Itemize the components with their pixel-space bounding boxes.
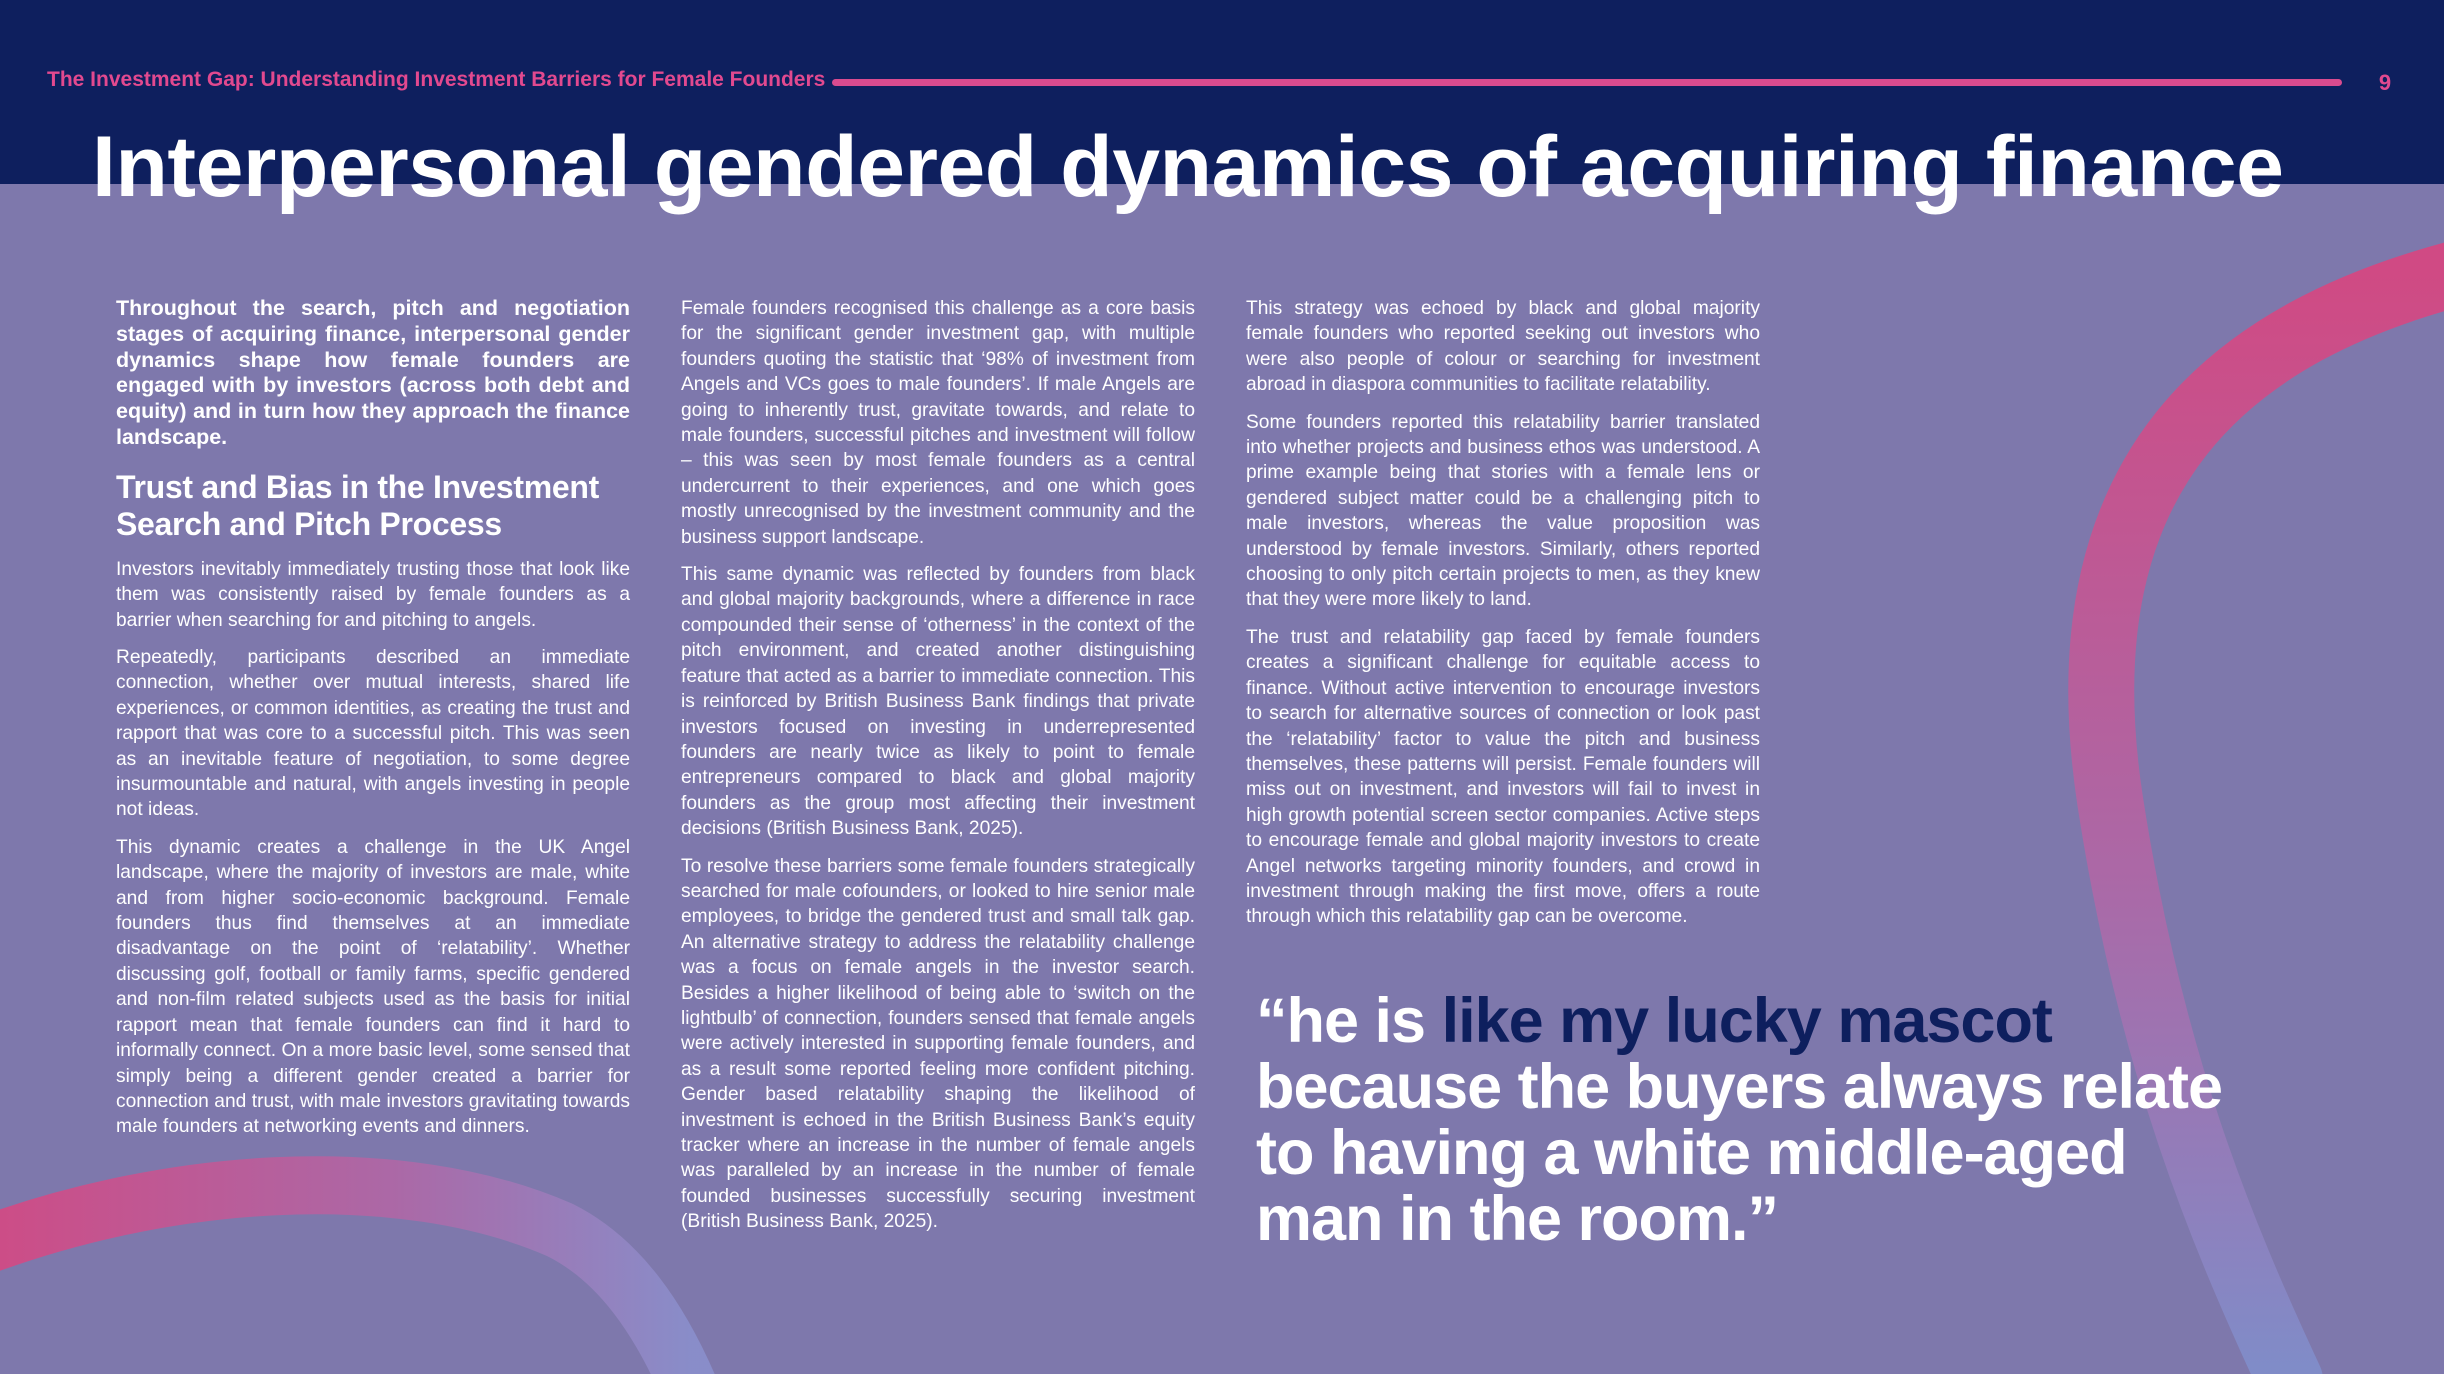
body-paragraph: To resolve these barriers some female founders strategically searched for male cofounders, or looked to hire senior male employees, to bridge the gendered trust and small talk gap. An alternative strategy to address the relatability challenge was a focus on female angels in the investor search. Besides a higher likelihood of being able to ‘switch on the lightbulb’ of connection, founders sensed that female angels were actively interested in supporting female founders, and as a result some reported feeling more confident pitching. Gender based relatability shaping the likelihood of investment is echoed in the British Business Bank’s equity tracker where an increase in the number of female angels was paralleled by an increase in the number of female founded businesses successfully securing investment (British Business Bank, 2025). [681, 855, 1195, 1233]
body-paragraph: This same dynamic was reflected by founders from black and global majority backgrounds, where a difference in race compounded their sense of ‘otherness’ in the context of the pitch environment, and created another distinguishing feature that acted as a barrier to immediate connection. This is reinforced by British Business Bank findings that private investors focused on investing in underrepresented founders are nearly twice as likely to point to female entrepreneurs compared to black and global majority founders as the group most affecting their investment decisions (British Business Bank, 2025). [681, 564, 1195, 840]
lead-paragraph: Throughout the search, pitch and negotiation stages of acquiring finance, interpersonal gender dynamics shape how female founders are engaged with by investors (across both debt and equity) and in turn how they approach the finance landscape. [116, 296, 630, 449]
body-paragraph: Some founders reported this relatability barrier translated into whether projects and business ethos was understood. A prime example being that stories with a female lens or gendered subject matter could be a challenging pitch to male investors, whereas the value proposition was understood by female investors. Similarly, others reported choosing to only pitch certain projects to men, as they knew that they were more likely to land. [1246, 411, 1760, 611]
pull-quote-end: because the buyers always relate to having a white middle-aged man in the room.” [1256, 1052, 2223, 1254]
section-subheading: Trust and Bias in the Investment Search and Pitch Process [116, 468, 599, 542]
body-paragraph: Investors inevitably immediately trusting those that look like them was consistently raised by female founders as a barrier when searching for and pitching to angels. [116, 558, 630, 631]
text-column-3 [1246, 296, 1760, 942]
body-paragraph: This strategy was echoed by black and global majority female founders who reported seeking out investors who were also people of colour or searching for investment abroad in diaspora communities to facilitate relatability. [1246, 298, 1760, 396]
body-paragraph: This dynamic creates a challenge in the UK Angel landscape, where the majority of investors are male, white and from higher socio-economic background. Female founders thus find themselves at an immediate disadvantage on the point of ‘relatability’. Whether discussing golf, football or family farms, specific gendered and non-film related subjects used as the basis for initial rapport mean that female founders can find it hard to informally connect. On a more basic level, some sensed that simply being a different gender created a barrier for connection and trust, with male investors gravitating towards male founders at networking events and dinners. [116, 836, 630, 1138]
page-title: Interpersonal gendered dynamics of acquiring finance [92, 119, 2284, 215]
body-paragraph: The trust and relatability gap faced by female founders creates a significant challenge for equitable access to finance. Without active intervention to encourage investors to search for alternative sources of connection or look past the ‘relatability’ factor to value the pitch and business themselves, these patterns will persist. Female founders will miss out on investment, and investors will fail to invest in high growth potential screen sector companies. Active steps to encourage female and global majority investors to create Angel networks targeting minority founders, and crowd in investment through making the first move, offers a route through which this relatability gap can be overcome. [1246, 626, 1760, 928]
ribbon-left [0, 1185, 690, 1374]
text-column-1 [116, 296, 630, 1152]
report-title: The Investment Gap: Understanding Investment Barriers for Female Founders [47, 68, 826, 91]
page-number: 9 [2378, 70, 2392, 95]
header-divider [832, 79, 2342, 86]
pull-quote-highlight: like my lucky mascot [1441, 986, 2052, 1056]
pull-quote-start: “he is [1256, 986, 1442, 1056]
pull-quote [1256, 988, 2256, 1252]
body-paragraph: Repeatedly, participants described an immediate connection, whether over mutual interests, shared life experiences, or common identities, as creating the trust and rapport that was core to a successful pitch. This was seen as an inevitable feature of negotiation, to some degree insurmountable and natural, with angels investing in people not ideas. [116, 647, 630, 821]
body-paragraph: Female founders recognised this challenge as a core basis for the significant gender investment gap, with multiple founders quoting the statistic that ‘98% of investment from Angels and VCs goes to male founders’. If male Angels are going to inherently trust, gravitate towards, and relate to male founders, successful pitches and investment will follow – this was seen by most female founders as a central undercurrent to their experiences, and one which goes mostly unrecognised by the investment community and the business support landscape. [681, 298, 1195, 548]
text-column-2 [681, 296, 1195, 1247]
